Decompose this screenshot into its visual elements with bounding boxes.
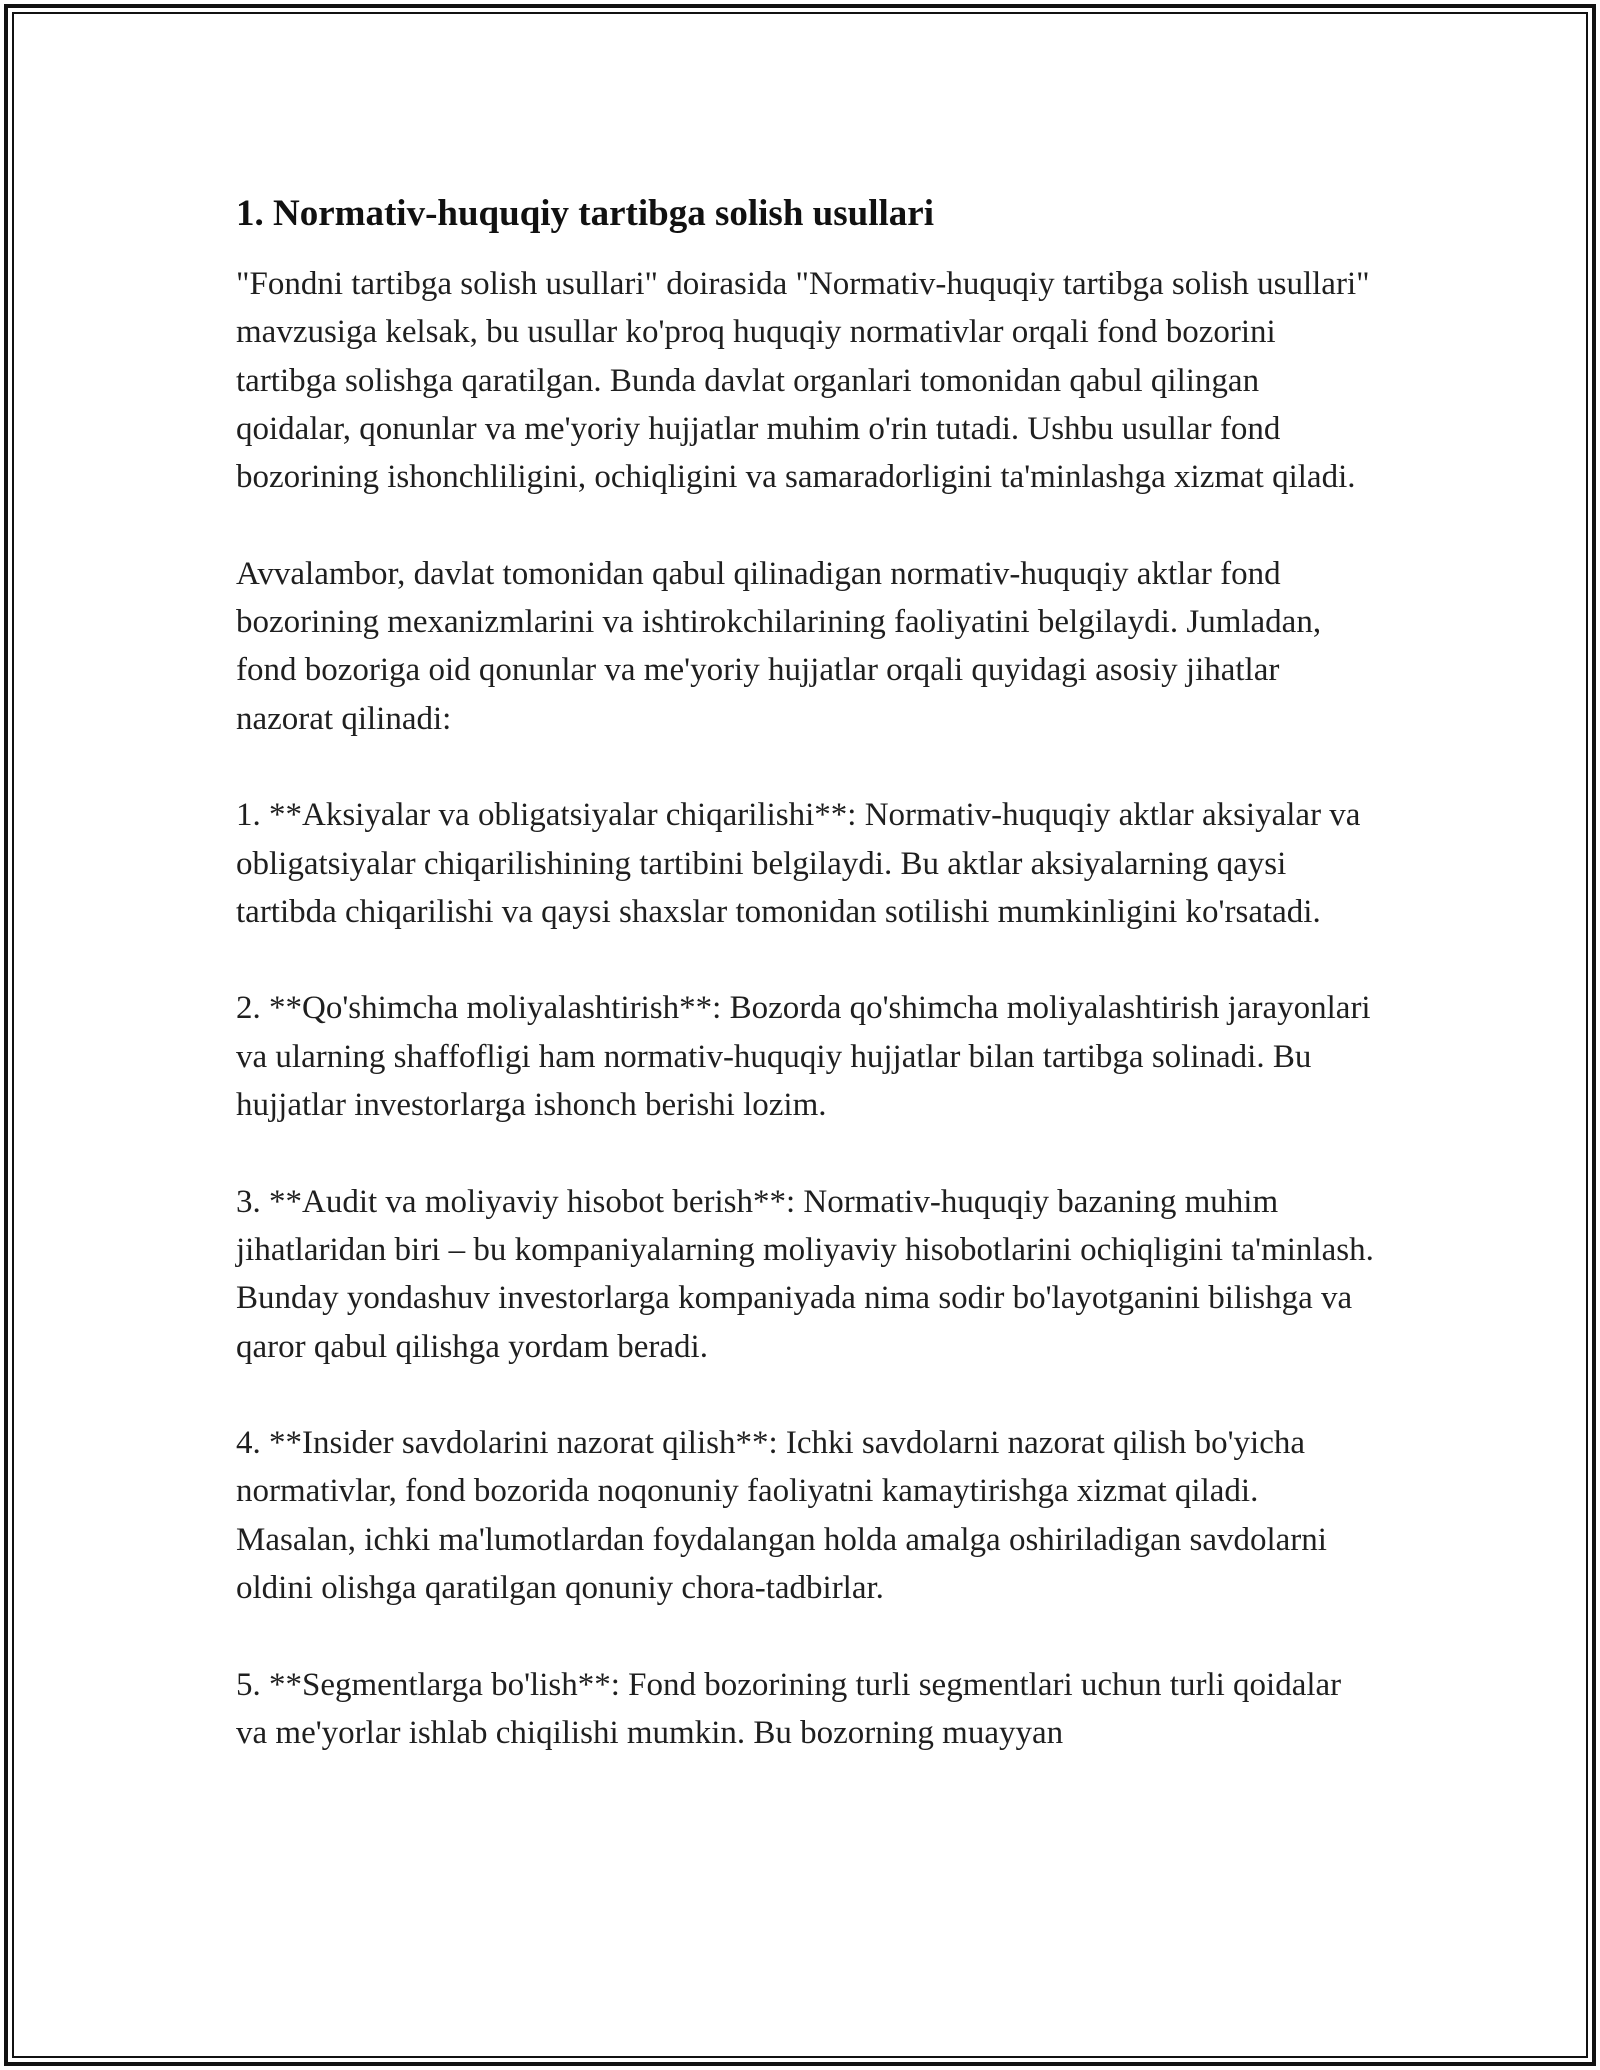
paragraph-overview: Avvalambor, davlat tomonidan qabul qilinadigan normativ-huquqiy aktlar fond bozorining mexanizmlarini va ishtirokchilarining faoliyatini belgilaydi. Jumladan, fond bozoriga oid qonunlar va me'yoriy hujjatlar orqali quyidagi asosiy jihatlar nazorat qilinadi: [236, 555, 1322, 737]
list-item-5: 5. **Segmentlarga bo'lish**: Fond bozorining turli segmentlari uchun turli qoidalar va me'yorlar ishlab chiqilishi mumkin. Bu bozorning muayyan [236, 1666, 1342, 1751]
section-heading: 1. Normativ-huquqiy tartibga solish usullari [236, 193, 934, 234]
list-item-1: 1. **Aksiyalar va obligatsiyalar chiqarilishi**: Normativ-huquqiy aktlar aksiyalar va obligatsiyalar chiqarilishining tartibini belgilaydi. Bu aktlar aksiyalarning qaysi tartibda chiqarilishi va qaysi shaxslar tomonidan sotilishi mumkinligini ko'rsatadi. [236, 797, 1361, 930]
list-item-3: 3. **Audit va moliyaviy hisobot berish**: Normativ-huquqiy bazaning muhim jihatlaridan biri – bu kompaniyalarning moliyaviy hisobotlarini ochiqligini ta'minlash. Bunday yondashuv investorlarga kompaniyada nima sodir bo'layotganini bilishga va qaror qabul qilishga yordam beradi. [236, 1183, 1374, 1365]
document-body [236, 190, 1376, 1806]
list-item-4: 4. **Insider savdolarini nazorat qilish**: Ichki savdolarni nazorat qilish bo'yicha normativlar, fond bozorida noqonuniy faoliyatni kamaytirishga xizmat qiladi. Masalan, ichki ma'lumotlardan foydalangan holda amalga oshiriladigan savdolarni oldini olishga qaratilgan qonuniy chora-tadbirlar. [236, 1425, 1327, 1607]
paragraph-intro: "Fondni tartibga solish usullari" doirasida "Normativ-huquqiy tartibga solish usullari" mavzusiga kelsak, bu usullar ko'proq huquqiy normativlar orqali fond bozorini tartibga solishga qaratilgan. Bunda davlat organlari tomonidan qabul qilingan qoidalar, qonunlar va me'yoriy hujjatlar muhim o'rin tutadi. Ushbu usullar fond bozorining ishonchliligini, ochiqligini va samaradorligini ta'minlashga xizmat qiladi. [236, 266, 1370, 496]
list-item-2: 2. **Qo'shimcha moliyalashtirish**: Bozorda qo'shimcha moliyalashtirish jarayonlari va ularning shaffofligi ham normativ-huquqiy hujjatlar bilan tartibga solinadi. Bu hujjatlar investorlarga ishonch berishi lozim. [236, 990, 1371, 1124]
